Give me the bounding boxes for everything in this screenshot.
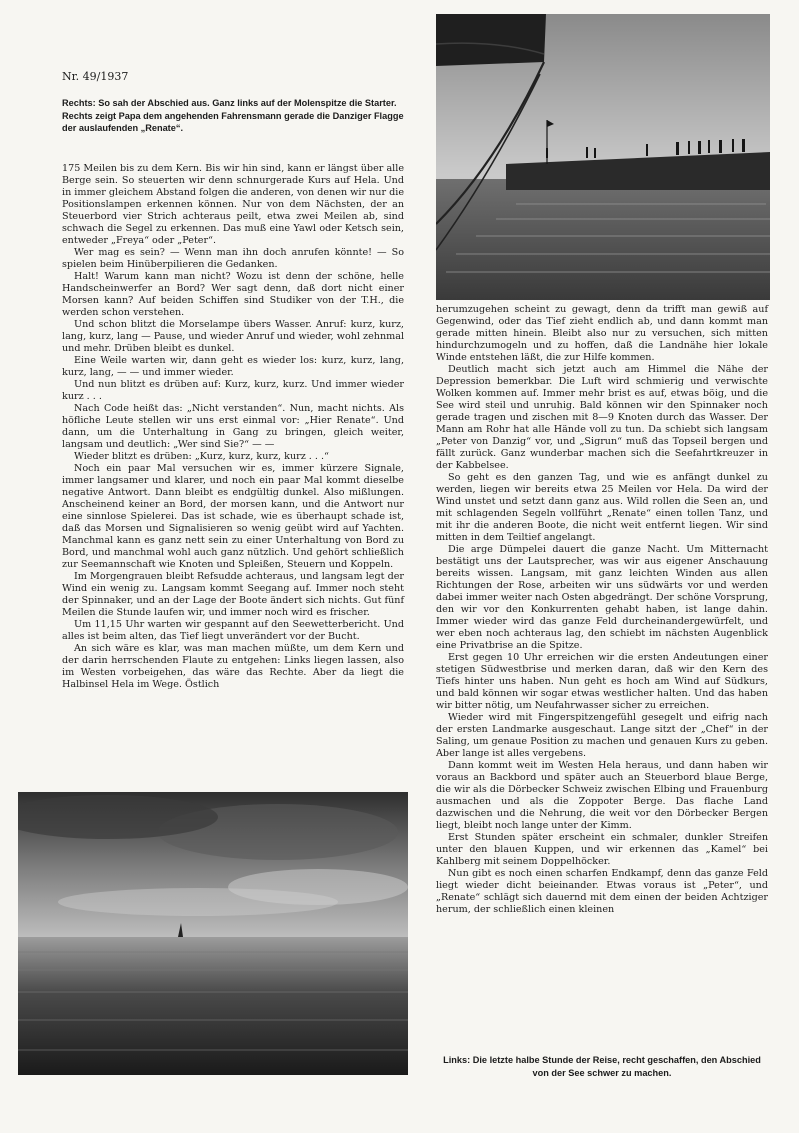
photo-caption-top: Rechts: So sah der Abschied aus. Ganz links auf der Molenspitze die Starter. Rechts zeigt Papa dem angehenden Fahrensmann gerade die Danziger Flagge der auslaufenden „Renate“. [62,98,404,133]
paragraph: Und nun blitzt es drüben auf: Kurz, kurz, kurz. Und immer wieder kurz . . . [62,379,404,402]
paragraph: Nach Code heißt das: „Nicht verstanden“. Nun, macht nichts. Als höfliche Leute stellen wir uns erst einmal vor: „Hier Renate“. Und dann, um die Unterhaltung in Gang zu bringen, gleich weiter, langsam und deutlich: „Wer sind Sie?“ — — [62,403,404,450]
paragraph: Dann kommt weit im Westen Hela heraus, und dann haben wir voraus an Backbord und später auch an Steuerbord blaue Berge, die wir als die Dörbecker Schweiz zwischen Elbing und Frauenburg ausmachen und als die Zoppoter Berge. Das flache Land dazwischen und die Nehrung, die weit vor den Dörbecker Bergen liegt, bleibt noch lange unter der Kimm. [436,760,768,831]
paragraph: Eine Weile warten wir, dann geht es wieder los: kurz, kurz, lang, kurz, lang, — — und immer wieder. [62,355,404,378]
paragraph: 175 Meilen bis zu dem Kern. Bis wir hin sind, kann er längst über alle Berge sein. So steuerten wir denn schnurgerade Kurs auf Hela. Und in immer gleichem Abstand folgen die anderen, von denen wir nur die Positionslampen erkennen können. Nur von dem Nächsten, der an Steuerbord vier Strich achteraus peilt, etwa zwei Meilen ab, sind schwach die Segel zu erkennen. Das muß eine Yawl oder Ketsch sein, entweder „Freya“ oder „Peter“. [62,163,404,246]
paragraph: Wieder wird mit Fingerspitzengefühl gesegelt und eifrig nach der ersten Landmarke ausgeschaut. Lange sitzt der „Chef“ in der Saling, um genaue Position zu machen und genauen Kurs zu geben. Aber lange ist alles vergebens. [436,712,768,759]
paragraph: Die arge Dümpelei dauert die ganze Nacht. Um Mitternacht bestätigt uns der Lautsprecher, was wir aus eigener Anschauung bereits wissen. Langsam, mit ganz leichten Winden aus allen Richtungen der Rose, arbeiten wir uns südwärts vor und werden dabei immer weiter nach Osten abgedrängt. Der schöne Vorsprung, den wir vor den Konkurrenten gehabt haben, ist lange dahin. Immer wieder wird das ganze Feld durcheinandergewürfelt, und wer eben noch achteraus lag, den schiebt im nächsten Augenblick eine Privatbrise an die Spitze. [436,544,768,651]
paragraph: herumzugehen scheint zu gewagt, denn da trifft man gewiß auf Gegenwind, oder das Tief zieht endlich ab, und dann kommt man gerade mitten hinein. Bleibt also nur zu versuchen, sich mitten hindurchzumogeln und zu hoffen, daß die Landnähe hier lokale Winde entstehen läßt, die zur Hilfe kommen. [436,304,768,363]
harbor-pier-photo [436,14,770,300]
paragraph: Halt! Warum kann man nicht? Wozu ist denn der schöne, helle Handscheinwerfer an Bord? Wer sagt denn, daß dort nicht einer Morsen kann? Auf beiden Schiffen sind Studiker von der T.H., die werden schon verstehen. [62,271,404,318]
paragraph: Erst Stunden später erscheint ein schmaler, dunkler Streifen unter den blauen Kuppen, und wir erkennen das „Kamel“ bei Kahlberg mit seinem Doppelhöcker. [436,832,768,867]
paragraph: Wieder blitzt es drüben: „Kurz, kurz, kurz, kurz . . .“ [74,451,329,462]
paragraph: Erst gegen 10 Uhr erreichen wir die ersten Andeutungen einer stetigen Südwestbrise und merken daran, daß wir den Kern des Tiefs hinter uns haben. Nun geht es hoch am Wind auf Südkurs, und bald können wir sogar etwas westlicher halten. Und das haben wir bitter nötig, um Neufahrwasser sicher zu erreichen. [436,652,768,711]
paragraph: Im Morgengrauen bleibt Refsudde achteraus, und langsam legt der Wind ein wenig zu. Langsam kommt Seegang auf. Immer noch steht der Spinnaker, und an der Lage der Boote ändert sich nichts. Gut fünf Meilen die Stunde laufen wir, und immer noch wird es frischer. [62,571,404,618]
paragraph: Noch ein paar Mal versuchen wir es, immer kürzere Signale, immer langsamer und klarer, und noch ein paar Mal kommt dieselbe negative Antwort. Dann bleibt es endgültig dunkel. Also mißlungen. Anscheinend keiner an Bord, der morsen kann, und die Antwort nur eine sinnlose Spielerei. Das ist schade, wie es überhaupt schade ist, daß das Morsen und Signalisieren so wenig geübt wird auf Yachten. Manchmal kann es ganz nett sein zu einer Unterhaltung von Bord zu Bord, und manchmal wohl auch ganz nützlich. Und gehört schließlich zur Seemannschaft wie Knoten und Spleißen, Steuern und Koppeln. [62,463,404,570]
sea-sunset-photo [18,792,408,1075]
photo-caption-bottom: Links: Die letzte halbe Stunde der Reise, recht geschaffen, den Abschied von der See schwer zu machen. [443,1055,761,1078]
paragraph: An sich wäre es klar, was man machen müßte, um dem Kern und der darin herrschenden Flaute zu entgehen: Links liegen lassen, also im Westen vorbeigehen, das wäre das Rechte. Aber da liegt die Halbinsel Hela im Wege. Östlich [62,643,404,690]
paragraph: Wer mag es sein? — Wenn man ihn doch anrufen könnte! — So spielen beim Hinüberpilieren die Gedanken. [62,247,404,270]
paragraph: Nun gibt es noch einen scharfen Endkampf, denn das ganze Feld liegt wieder dicht beieinander. Etwas voraus ist „Peter“, und „Renate“ schlägt sich dauernd mit dem einen der beiden Achtziger herum, der schließlich einen kleinen [436,868,768,915]
issue-number: Nr. 49/1937 [62,70,129,83]
article-column-left [62,163,404,691]
paragraph: Um 11,15 Uhr warten wir gespannt auf den Seewetterbericht. Und alles ist beim alten, das Tief liegt unverändert vor der Bucht. [62,619,404,642]
paragraph: Und schon blitzt die Morselampe übers Wasser. Anruf: kurz, kurz, lang, kurz, lang — Pause, und wieder Anruf und wieder, wohl zehnmal und mehr. Drüben bleibt es dunkel. [62,319,405,354]
article-column-right [436,304,768,916]
paragraph: Deutlich macht sich jetzt auch am Himmel die Nähe der Depression bemerkbar. Die Luft wird schmierig und verwischte Wolken kommen auf. Immer mehr brist es auf, etwas böig, und die See wird steil und unruhig. Bald können wir den Spinnaker noch gerade tragen und zischen mit 8—9 Knoten durch das Wasser. Der Mann am Rohr hat alle Hände voll zu tun. Da schiebt sich langsam „Peter von Danzig“ vor, und „Sigrun“ muß das Topseil bergen und fällt zurück. Ganz wunderbar machen sich die Seefahrtkreuzer in der Kabbelsee. [436,364,768,471]
paragraph: So geht es den ganzen Tag, und wie es anfängt dunkel zu werden, liegen wir bereits etwa 25 Meilen vor Hela. Da wird der Wind unstet und setzt dann ganz aus. Wild rollen die Seen an, und mit schlagenden Segeln vollführt „Renate“ einen tollen Tanz, und mit ihr die anderen Boote, die nicht weit entfernt liegen. Wir sind mitten in dem Teiltief angelangt. [436,472,768,543]
